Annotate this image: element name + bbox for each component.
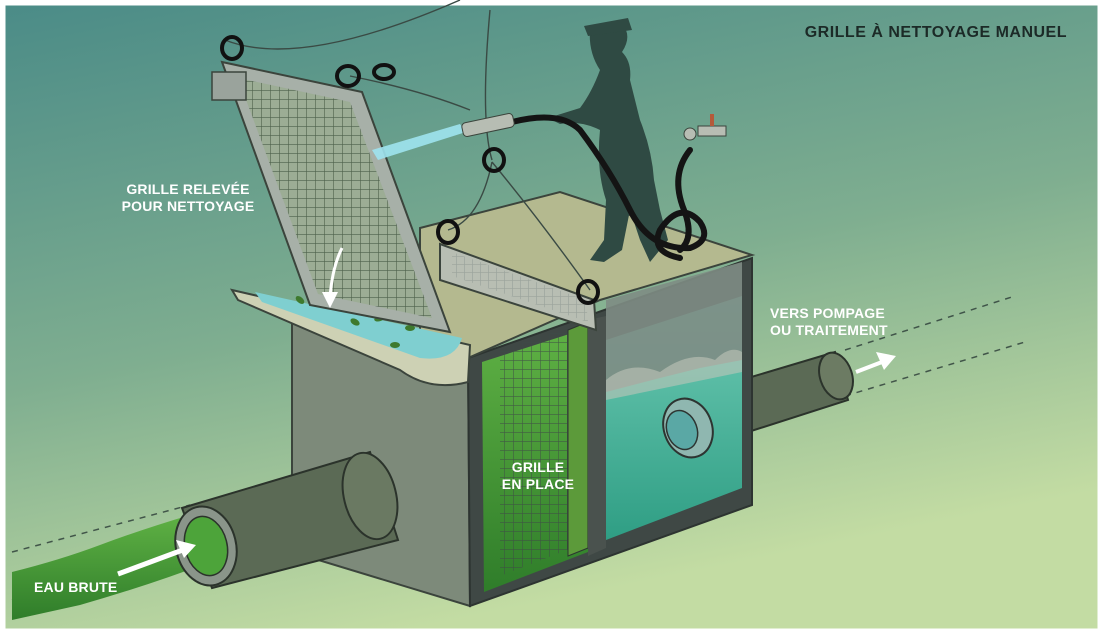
label-inlet: EAU BRUTE xyxy=(34,579,118,595)
divider-wall xyxy=(588,316,606,556)
label-raised-screen-line1: GRILLE RELEVÉE xyxy=(126,181,250,197)
label-screen-in-place-line2: EN PLACE xyxy=(501,476,575,492)
label-outlet-line1: VERS POMPAGE xyxy=(770,305,885,321)
label-outlet xyxy=(770,305,930,339)
diagram-title: GRILLE À NETTOYAGE MANUEL xyxy=(804,24,1067,41)
label-outlet-line2: OU TRAITEMENT xyxy=(770,322,888,338)
label-screen-in-place-line1: GRILLE xyxy=(511,459,565,475)
label-raised-screen xyxy=(108,181,268,215)
label-screen-in-place xyxy=(478,459,598,493)
label-raised-screen-line2: POUR NETTOYAGE xyxy=(121,198,255,214)
